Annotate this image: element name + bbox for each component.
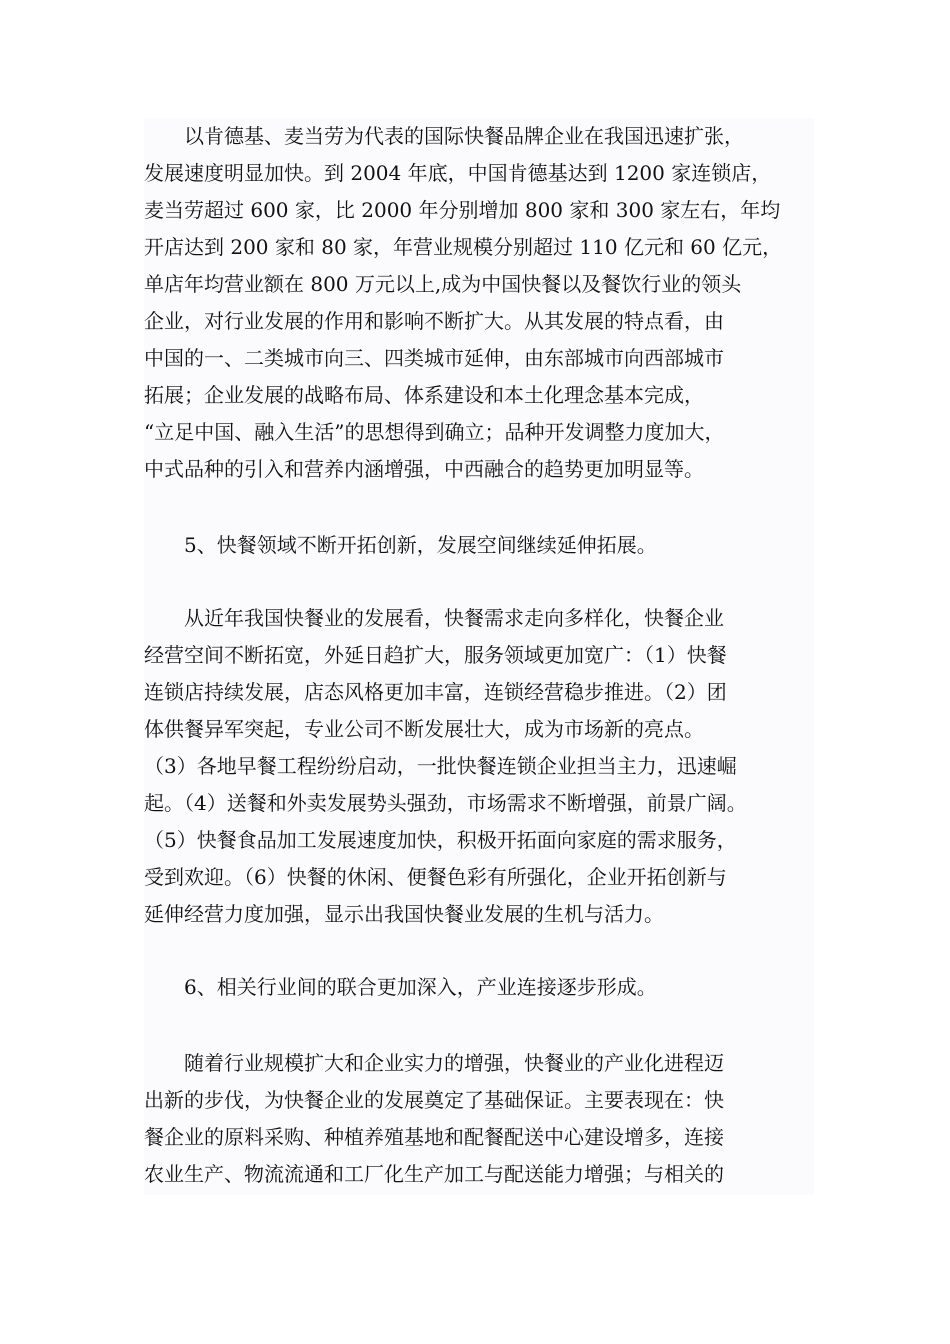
- paragraph-line: 单店年均营业额在 800 万元以上,成为中国快餐以及餐饮行业的领头: [144, 272, 742, 296]
- paragraph-line: 从近年我国快餐业的发展看，快餐需求走向多样化，快餐企业: [144, 606, 724, 630]
- paragraph-line: 中式品种的引入和营养内涵增强，中西融合的趋势更加明显等。: [144, 457, 704, 481]
- paragraph-line: 农业生产、物流流通和工厂化生产加工与配送能力增强；与相关的: [144, 1162, 724, 1186]
- paragraph-line: 餐企业的原料采购、种植养殖基地和配餐配送中心建设增多，连接: [144, 1125, 724, 1149]
- paragraph-line: 出新的步伐，为快餐企业的发展奠定了基础保证。主要表现在：快: [144, 1088, 724, 1112]
- paragraph-line: 经营空间不断拓宽，外延日趋扩大，服务领域更加宽广：（1）快餐: [144, 643, 727, 667]
- paragraph-line: 麦当劳超过 600 家，比 2000 年分别增加 800 家和 300 家左右，年均: [144, 198, 781, 222]
- paragraph-line: （3）各地早餐工程纷纷启动，一批快餐连锁企业担当主力，迅速崛: [144, 754, 737, 778]
- paragraph-line: 随着行业规模扩大和企业实力的增强，快餐业的产业化进程迈: [144, 1051, 724, 1075]
- paragraph-line: 体供餐异军突起，专业公司不断发展壮大，成为市场新的亮点。: [144, 717, 704, 741]
- paragraph-line: 开店达到 200 家和 80 家，年营业规模分别超过 110 亿元和 60 亿元，: [144, 235, 783, 259]
- paragraph-line: 以肯德基、麦当劳为代表的国际快餐品牌企业在我国迅速扩张，: [144, 124, 744, 148]
- paragraph-industry-linkage: [144, 1045, 814, 1195]
- heading-text: 6、相关行业间的联合更加深入，产业连接逐步形成。: [144, 975, 657, 999]
- paragraph-line: （5）快餐食品加工发展速度加快，积极开拓面向家庭的需求服务，: [144, 828, 737, 852]
- paragraph-line: 发展速度明显加快。到 2004 年底，中国肯德基达到 1200 家连锁店，: [144, 161, 772, 185]
- paragraph-line: 拓展；企业发展的战略布局、体系建设和本土化理念基本完成，: [144, 383, 704, 407]
- paragraph-line: 延伸经营力度加强，显示出我国快餐业发展的生机与活力。: [144, 902, 664, 926]
- paragraph-line: 企业，对行业发展的作用和影响不断扩大。从其发展的特点看，由: [144, 309, 724, 333]
- paragraph-line: 中国的一、二类城市向三、四类城市延伸，由东部城市向西部城市: [144, 346, 724, 370]
- paragraph-kfc-mcdonalds: [144, 118, 814, 490]
- section-heading-5: [144, 490, 814, 600]
- paragraph-line: 连锁店持续发展，店态风格更加丰富，连锁经营稳步推进。（2）团: [144, 680, 727, 704]
- paragraph-line: “立足中国、融入生活”的思想得到确立；品种开发调整力度加大，: [144, 420, 725, 444]
- section-heading-6: [144, 945, 814, 1045]
- paragraph-fast-food-fields: [144, 600, 814, 945]
- heading-text: 5、快餐领域不断开拓创新，发展空间继续延伸拓展。: [144, 533, 657, 557]
- paragraph-line: 起。（4）送餐和外卖发展势头强劲，市场需求不断增强，前景广阔。: [144, 791, 747, 815]
- paragraph-line: 受到欢迎。（6）快餐的休闲、便餐色彩有所强化，企业开拓创新与: [144, 865, 727, 889]
